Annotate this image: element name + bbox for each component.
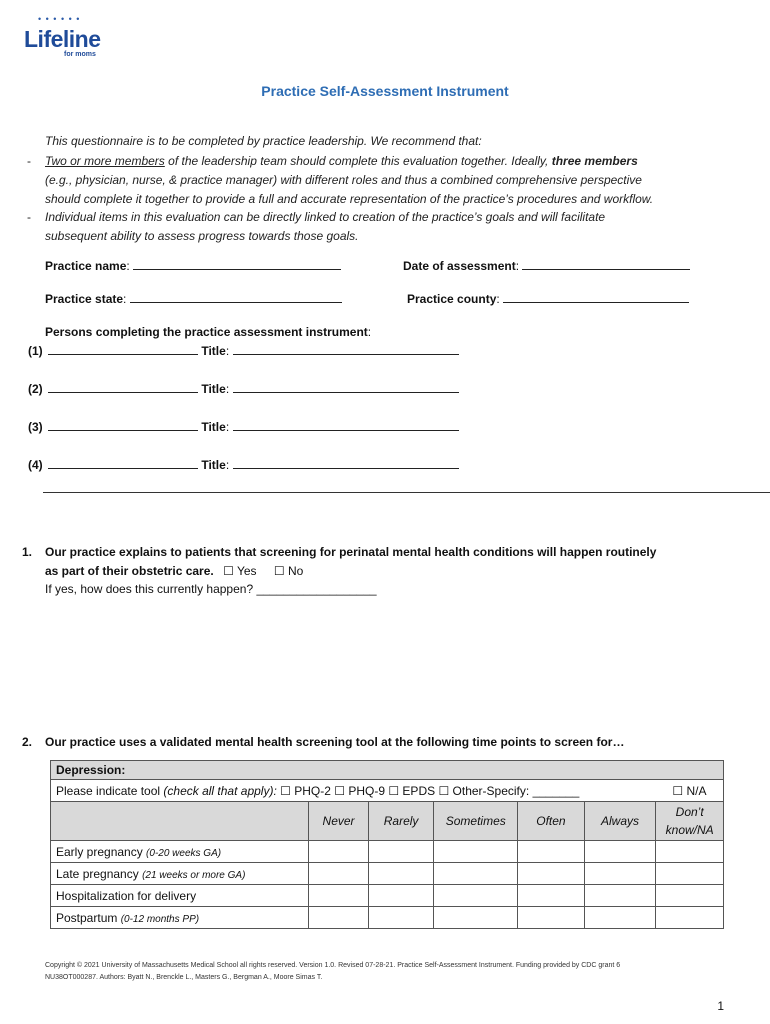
bullet-1-part1: of the leadership team should complete this evaluation together. Ideally, [164,154,552,168]
colon: : [496,292,500,306]
person-title-blank[interactable] [233,381,459,393]
column-header: Never [309,802,369,841]
colon: : [123,292,127,306]
table-row [51,841,724,863]
colon: : [515,259,520,273]
date-field[interactable] [403,258,690,273]
person-number: (1) [28,344,43,358]
row-label-text: Postpartum [56,910,121,925]
column-header: Don’t know/NA [656,802,724,841]
county-label: Practice county [407,292,497,306]
colon: : [126,259,130,273]
table-row [51,780,724,802]
colon: : [367,325,372,339]
question-1-line2 [45,564,303,578]
person-row[interactable] [28,419,459,434]
row-label-text: Hospitalization for delivery [56,888,197,903]
depression-heading: Depression: [51,761,724,780]
table-row [51,761,724,780]
logo-dots: • • • • • • [38,14,81,24]
page-number: 1 [717,999,724,1013]
table-row [51,885,724,907]
question-2-text: Our practice uses a validated mental health screening tool at the following time points to screen for… [45,735,625,749]
row-label-text: Early pregnancy [56,844,147,859]
person-title-blank[interactable] [233,343,459,355]
person-name-blank[interactable] [48,457,198,469]
row-label [51,841,309,863]
tool-options[interactable]: ☐ PHQ-2 ☐ PHQ-9 ☐ EPDS ☐ Other-Specify: _______ [280,783,580,798]
colon: : [225,382,230,396]
header-blank [51,802,309,841]
column-header: Sometimes [434,802,518,841]
answer-cell[interactable] [434,907,518,929]
answer-cell[interactable] [584,863,656,885]
answer-cell[interactable] [518,885,585,907]
answer-cell[interactable] [309,885,369,907]
row-note: (0-12 months PP) [120,913,200,925]
person-row[interactable] [28,457,459,472]
logo-tagline: for moms [64,51,96,58]
person-number: (2) [28,382,43,396]
practice-name-field[interactable] [45,258,341,273]
colon: : [225,344,230,358]
person-title-blank[interactable] [233,419,459,431]
state-label: Practice state [45,292,124,306]
answer-cell[interactable] [434,841,518,863]
no-checkbox[interactable]: ☐ No [273,564,304,578]
person-name-blank[interactable] [48,419,198,431]
answer-cell[interactable] [518,841,585,863]
lifeline-logo [24,14,114,60]
person-name-blank[interactable] [48,381,198,393]
answer-cell[interactable] [656,907,724,929]
person-name-blank[interactable] [48,343,198,355]
section-divider [43,492,770,493]
table-row [51,907,724,929]
bullet-2-line2: subsequent ability to assess progress towards those goals. [45,229,359,243]
row-note: (21 weeks or more GA) [142,869,246,881]
person-title-blank[interactable] [233,457,459,469]
screening-table [50,760,724,929]
bullet-dash: - [27,154,31,168]
state-blank[interactable] [130,291,342,303]
bullet-dash: - [27,210,31,224]
date-blank[interactable] [522,258,690,270]
copyright-footer [45,960,725,984]
answer-cell[interactable] [584,907,656,929]
answer-cell[interactable] [368,841,434,863]
column-header: Always [584,802,656,841]
answer-cell[interactable] [656,863,724,885]
person-row[interactable] [28,343,459,358]
column-header: Often [518,802,585,841]
row-label [51,863,309,885]
bullet-2 [27,208,765,246]
bullet-1 [27,152,765,209]
answer-cell[interactable] [309,907,369,929]
answer-cell[interactable] [368,885,434,907]
question-1-line1: Our practice explains to patients that screening for perinatal mental health conditions will happen routinely [45,545,657,559]
practice-state-field[interactable] [45,291,342,306]
bullet-1-part2: (e.g., physician, nurse, & practice manager) with different roles and thus a combined comprehensive perspective [45,173,642,187]
person-number: (3) [28,420,43,434]
answer-cell[interactable] [518,863,585,885]
answer-cell[interactable] [309,841,369,863]
table-row [51,863,724,885]
bullet-1-bold: three members [551,154,638,168]
answer-cell[interactable] [309,863,369,885]
question-number: 2. [22,735,33,749]
bullet-1-underlined: Two or more members [45,154,165,168]
county-blank[interactable] [503,291,689,303]
bullet-1-part3: should complete it together to provide a full and accurate representation of the practice’s procedures and workflow. [45,192,654,206]
question-1-followup[interactable]: If yes, how does this currently happen? __________________ [45,582,377,596]
logo-wordmark: Lifeline [24,26,101,52]
tool-selector[interactable] [51,780,656,802]
question-1-text: as part of their obstetric care. [45,564,214,578]
answer-cell[interactable] [584,885,656,907]
title-label: Title [201,420,226,434]
row-label [51,907,309,929]
answer-cell[interactable] [584,841,656,863]
person-number: (4) [28,458,43,472]
answer-cell[interactable] [434,863,518,885]
footer-line2: NU38OT000287. Authors: Byatt N., Brenckle L., Masters G., Bergman A., Moore Simas T. [45,974,323,981]
colon: : [225,458,230,472]
answer-cell[interactable] [368,863,434,885]
date-label: Date of assessment [403,259,516,273]
persons-heading [45,325,371,339]
answer-cell[interactable] [518,907,585,929]
row-label [51,885,309,907]
table-header-row [51,802,724,841]
tool-instruction: (check all that apply): [163,783,277,798]
bullet-2-line1: Individual items in this evaluation can be directly linked to creation of the practice’s goals and will facilitate [45,210,606,224]
answer-cell[interactable] [656,885,724,907]
title-label: Title [201,458,226,472]
answer-cell[interactable] [434,885,518,907]
row-note: (0-20 weeks GA) [146,847,222,859]
question-1-heading [22,545,656,559]
question-2-heading [22,735,624,749]
row-label-text: Late pregnancy [56,866,143,881]
practice-name-label: Practice name [45,259,127,273]
practice-county-field[interactable] [407,291,689,306]
person-row[interactable] [28,381,459,396]
yes-checkbox[interactable]: ☐ Yes [223,564,257,578]
intro-text: This questionnaire is to be completed by practice leadership. We recommend that: [45,134,482,148]
tool-prefix: Please indicate tool [56,783,164,798]
persons-heading-text: Persons completing the practice assessment instrument [45,325,368,339]
colon: : [225,420,230,434]
title-label: Title [201,382,226,396]
column-header: Rarely [368,802,434,841]
page-title: Practice Self-Assessment Instrument [261,83,509,99]
question-number: 1. [22,545,33,559]
footer-line1: Copyright © 2021 University of Massachusetts Medical School all rights reserved. Version 1.0. Revised 07-28-21. Practice Self-Assessment Instrument. Funding provided by CDC grant 6 [45,962,621,969]
title-label: Title [201,344,226,358]
na-checkbox[interactable]: ☐ N/A [656,780,724,802]
practice-name-blank[interactable] [133,258,341,270]
answer-cell[interactable] [368,907,434,929]
answer-cell[interactable] [656,841,724,863]
